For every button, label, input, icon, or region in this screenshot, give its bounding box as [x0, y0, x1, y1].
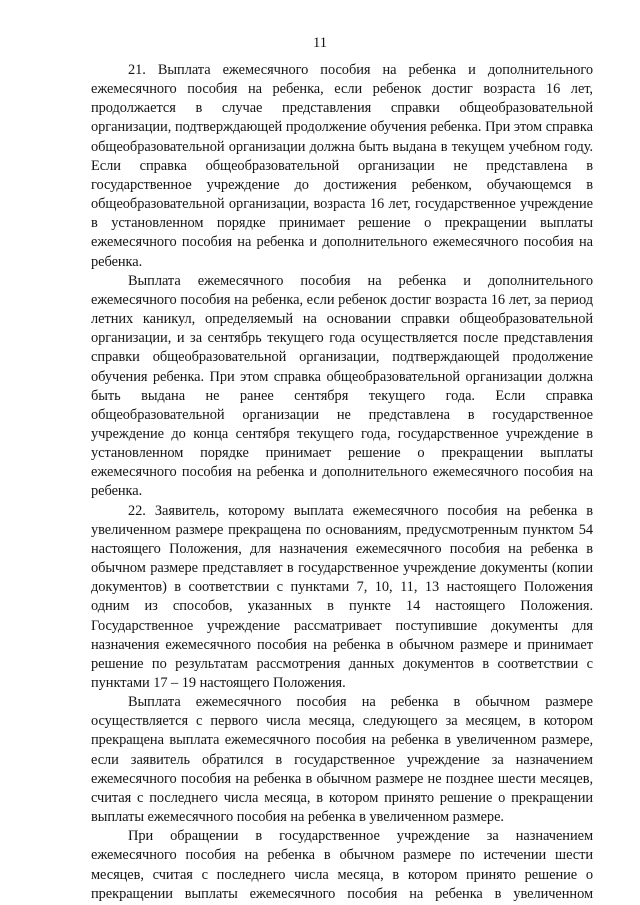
- paragraph-regular-payment: Выплата ежемесячного пособия на ребенка в обычном размере осуществляется с первого числа месяца, следующего за месяцем, в котором прекращена выплата ежемесячного пособия на ребенка в увеличенном размере, если заявитель обратился в государственное учреждение за назначением ежемесячного пособия на ребенка в обычном размере не позднее шести месяцев, считая с последнего числа месяца, в котором принято решение о прекращении выплаты ежемесячного пособия на ребенка в увеличенном размере.: [91, 694, 593, 826]
- paragraph-22: 22. Заявитель, которому выплата ежемесячного пособия на ребенка в увеличенном размере прекращена по основаниям, предусмотренным пунктом 54 настоящего Положения, для назначения ежемесячного пособия на ребенка в обычном размере представляет в государственное учреждение документы (копии документов) в соответствии с пунктами 7, 10, 11, 13 настоящего Положения одним из способов, указанных в пункте 14 настоящего Положения. Государственное учреждение рассматривает поступившие документы для назначения ежемесячного пособия на ребенка в обычном размере и принимает решение по результатам рассмотрения данных документов в соответствии с пунктами 17 – 19 настоящего Положения.: [91, 502, 593, 691]
- paragraph-late-application: При обращении в государственное учреждение за назначением ежемесячного пособия на ребенка в обычном размере по истечении шести месяцев, считая с последнего числа месяца, в котором принято решение о прекращении выплаты ежемесячного пособия на ребенка в увеличенном: [91, 828, 593, 902]
- document-body: [91, 61, 593, 904]
- page-number: 11: [313, 35, 327, 51]
- paragraph-summer-payment: Выплата ежемесячного пособия на ребенка и дополнительного ежемесячного пособия на ребенка, если ребенок достиг возраста 16 лет, за период летних каникул, определяемый на основании справки общеобразовательной организации, и за сентябрь текущего года осуществляется после представления справки общеобразовательной организации, подтверждающей продолжение обучения ребенка. При этом справка общеобразовательной организации должна быть выдана не ранее сентября текущего года. Если справка общеобразовательной организации не представлена в государственное учреждение до конца сентября текущего года, государственное учреждение в установленном порядке принимает решение о прекращении выплаты ежемесячного пособия на ребенка и дополнительного ежемесячного пособия на ребенка.: [91, 272, 593, 500]
- paragraph-21: 21. Выплата ежемесячного пособия на ребенка и дополнительного ежемесячного пособия на ребенка, если ребенок достиг возраста 16 лет, продолжается в случае представления справки общеобразовательной организации, подтверждающей продолжение обучения ребенка. При этом справка общеобразовательной организации должна быть выдана в текущем учебном году. Если справка общеобразовательной организации не представлена в государственное учреждение до достижения ребенком, обучающемся в общеобразовательной организации, возраста 16 лет, государственное учреждение в установленном порядке принимает решение о прекращении выплаты ежемесячного пособия на ребенка и дополнительного ежемесячного пособия на ребенка.: [91, 62, 593, 270]
